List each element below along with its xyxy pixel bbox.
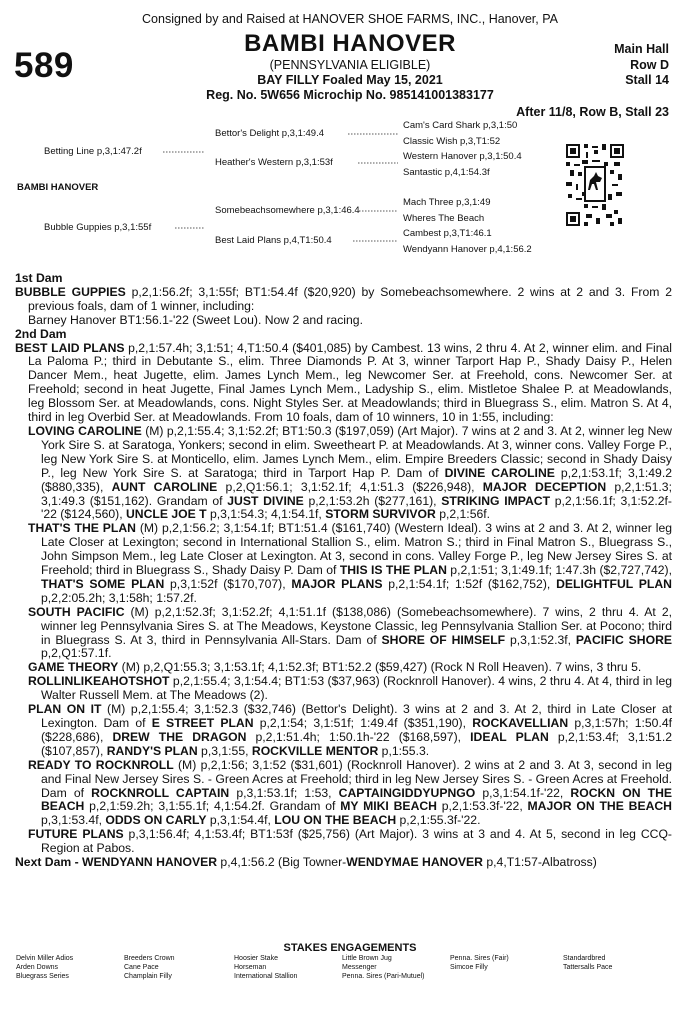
ped-ssd: Classic Wish p,3,T1:52 <box>403 136 501 147</box>
foaled-line: BAY FILLY Foaled May 15, 2021 <box>257 73 443 87</box>
location-row: Row D <box>630 58 669 72</box>
stakes-col-3: Hoosier Stake Horseman International Stallion <box>234 955 298 980</box>
ped-sss: Cam's Card Shark p,3,1:50 <box>403 120 518 131</box>
ped-sire: Betting Line p,3,1:47.2f <box>44 146 142 157</box>
produce-loving-caroline: LOVING CAROLINE (M) p,2,1:55.4; 3,1:52.2f; BT1:50.3 ($197,059) (Art Major). 7 wins at 2 and 3. At 2, winner leg New York Sire S. at Saratoga, Yonkers; second in elim. Sweetheart P. at Meadowlands. At 3, winner cons. Valley Forge P., leg New York Sire S. at Monticello, elim. James Lynch Mem., elim. Empire Breeders Classic; second in Shady Daisy P., leg New York Sire S. at Saratoga; third in Tarport Hap P. Dam of DIVINE CAROLINE p,2,1:53.1f; 3,1:49.2 ($880,335), AUNT CAROLINE p,2,Q1:56.1; 3,1:52.1f; 4,1:51.3 ($226,948), MAJOR DECEPTION p,2,1:51.3; 3,1:49.3 ($151,162). Grandam of JUST DIVINE p,2,1:53.2h ($277,161), STRIKING IMPACT p,2,1:56.1f; 3,1:52.2f-'22 ($124,560), UNCLE JOE T p,3,1:54.3; 4,1:54.1f, STORM SURVIVOR p,2,1:56f. <box>28 423 672 522</box>
second-dam-paragraph: BEST LAID PLANS p,2,1:57.4h; 3,1:51; 4,T1:50.4 ($401,085) by Cambest. 13 wins, 2 thru 4. At 2, winner elim. and Final La Paloma P.; third in Debutante S., elim. Three Diamonds P. At 3, winner Tarport Hap P., Shady Daisy P., Helen Dancer Mem., heat Jugette, elim. James Lynch Mem., leg Newcomer Ser. at Freehold, cons. Newcomer Ser. at Freehold; second in heat Jugette, Final James Lynch Mem., Ladyship S., elim. Mistletoe Shalee P. at Meadowlands, leg Blossom Ser. at Meadowlands, cons. Night Styles Ser. at Meadowlands; third in Bluegrass S., elim. Matron S. At 4, third in leg Overbid Ser. at Meadowlands. From 10 foals, dam of 10 winners, 10 in 1:55, including: <box>15 340 673 425</box>
ped-dsd: Wheres The Beach <box>403 213 485 224</box>
location-hall: Main Hall <box>614 42 669 56</box>
eligibility: (PENNSYLVANIA ELIGIBLE) <box>269 58 431 72</box>
ped-dds: Cambest p,3,T1:46.1 <box>403 228 492 239</box>
horse-name: BAMBI HANOVER <box>244 30 456 57</box>
first-dam-name: BUBBLE GUPPIES <box>15 284 126 299</box>
ped-sire-dam: Heather's Western p,3,1:53f <box>215 157 333 168</box>
foal-barney: Barney Hanover BT1:56.1-'22 (Sweet Lou). Now 2 and racing. <box>28 312 363 327</box>
ped-sds: Western Hanover p,3,1:50.4 <box>403 151 522 162</box>
ped-dss: Mach Three p,3,1:49 <box>403 197 491 208</box>
qr-code-icon <box>566 144 624 226</box>
consignor-line: Consigned by and Raised at HANOVER SHOE FARMS, INC., Hanover, PA <box>142 12 558 26</box>
produce-ready-to-rocknroll: READY TO ROCKNROLL (M) p,2,1:56; 3,1:52 ($31,601) (Rocknroll Hanover). 2 wins at 2 and 3. At 3, second in leg and Final New Jersey Sires S. - Green Acres at Freehold; third in leg New Jersey Sires S. - Green Acres at Freehold. Dam of ROCKNROLL CAPTAIN p,3,1:53.1f; 1:53, CAPTAINGIDDYUPNGO p,3,1:54.1f-'22, ROCKN ON THE BEACH p,2,1:59.2h; 3,1:55.1f; 4,1:54.2f. Grandam of MY MIKI BEACH p,2,1:53.3f-'22, MAJOR ON THE BEACH p,3,1:53.4f, ODDS ON CARLY p,3,1:54.4f, LOU ON THE BEACH p,2,1:55.3f-'22. <box>28 757 672 828</box>
ped-dam: Bubble Guppies p,3,1:55f <box>44 222 152 233</box>
ped-sire-sire: Bettor's Delight p,3,1:49.4 <box>215 128 325 139</box>
stakes-col-5: Penna. Sires (Fair) Simcoe Filly <box>450 955 509 971</box>
ped-dam-dam: Best Laid Plans p,4,T1:50.4 <box>215 235 332 246</box>
ped-horse: BAMBI HANOVER <box>17 182 99 193</box>
produce-plan-on-it: PLAN ON IT (M) p,2,1:55.4; 3,1:52.3 ($32,746) (Bettor's Delight). 3 wins at 2 and 3. At 2, third in Late Closer at Lexington. Dam of E STREET PLAN p,2,1:54; 3,1:51f; 1:49.4f ($351,190), ROCKAVELLIAN p,3,1:57h; 1:50.4f ($228,686), DREW THE DRAGON p,2,1:51.4h; 1:50.1h-'22 ($168,597), IDEAL PLAN p,2,1:53.4f; 3,1:51.2 ($107,857), RANDY'S PLAN p,3,1:55, ROCKVILLE MENTOR p,1:55.3. <box>28 702 673 758</box>
stakes-col-4: Little Brown Jug Messenger Penna. Sires (Pari-Mutuel) <box>342 955 425 980</box>
ped-ddd: Wendyann Hanover p,4,1:56.2 <box>403 244 532 255</box>
produce-rollinlikeahotshot: ROLLINLIKEAHOTSHOT p,2,1:55.4; 3,1:54.4; BT1:53 ($37,963) (Rocknroll Hanover). 4 wins, 2 thru 4. At 4, third in leg Walter Russell Mem. at The Meadows (2). <box>28 674 672 703</box>
first-dam-heading: 1st Dam <box>15 271 63 285</box>
dam-history <box>15 272 672 870</box>
stakes-col-6: Standardbred Tattersalls Pace <box>563 955 613 971</box>
registration-line: Reg. No. 5W656 Microchip No. 985141001383177 <box>206 88 494 102</box>
ped-dam-sire: Somebeachsomewhere p,3,1:46.4 <box>215 205 360 216</box>
second-dam-name: BEST LAID PLANS <box>15 340 125 355</box>
next-dam-line: Next Dam - WENDYANN HANOVER p,4,1:56.2 (Big Towner-WENDYMAE HANOVER p,4,T1:57-Albatross) <box>15 855 597 870</box>
location-stall: Stall 14 <box>625 73 669 87</box>
produce-future-plans: FUTURE PLANS p,3,1:56.4f; 4,1:53.4f; BT1:53f ($25,756) (Art Major). 3 wins at 3 and 4. At 5, second in leg CCQ-Region at Pabos. <box>28 827 672 856</box>
first-dam-paragraph: BUBBLE GUPPIES p,2,1:56.2f; 3,1:55f; BT1:54.4f ($20,920) by Somebeachsomewhere. 2 wins at 2 and 3. From 2 previous foals, dam of 1 winner, including: <box>15 284 672 313</box>
second-dam-heading: 2nd Dam <box>15 326 67 341</box>
ped-sdd: Santastic p,4,1:54.3f <box>403 167 490 178</box>
produce-south-pacific: SOUTH PACIFIC (M) p,2,1:52.3f; 3,1:52.2f; 4,1:51.1f ($138,086) (Somebeachsomewhere). 7 wins, 2 thru 4. At 2, winner leg Pennsylvania Sires S. at The Meadows, Keystone Classic, leg Pennsylvania Stallion Ser. at Pocono; third in Bluegrass S. At 3, third in Pennsylvania All-Stars. Dam of SHORE OF HIMSELF p,3,1:52.3f, PACIFIC SHORE p,2,Q1:57.1f. <box>28 604 673 661</box>
produce-thats-the-plan: THAT'S THE PLAN (M) p,2,1:56.2; 3,1:54.1f; BT1:51.4 ($161,740) (Western Ideal). 3 wins at 2 and 3. At 2, winner leg Late Closer at Lexington; second in International Stallion S., elim. Matron S.; third in Final Matron S., Bluegrass S., John Simpson Mem., leg Late Closer at Lexington. At 3, second in cons. Valley Forge P., leg New Jersey Sires S. at Freehold; third in Bluegrass S., Shady Daisy P. Dam of THIS IS THE PLAN p,2,1:51; 3,1:49.1f; 1:47.3h ($2,727,742), THAT'S SOME PLAN p,3,1:52f ($170,707), MAJOR PLANS p,2,1:54.1f; 1:52f ($162,752), DELIGHTFUL PLAN p,2,2:05.2h; 3,1:58h; 1:57.2f. <box>28 521 673 605</box>
produce-game-theory: GAME THEORY (M) p,2,Q1:55.3; 3,1:53.1f; 4,1:52.3f; BT1:52.2 ($59,427) (Rock N Roll Heaven). 7 wins, 3 thru 5. <box>28 660 642 675</box>
after-location: After 11/8, Row B, Stall 23 <box>516 105 669 119</box>
stakes-col-2: Breeders Crown Cane Pace Champlain Filly <box>124 955 175 980</box>
stakes-heading: STAKES ENGAGEMENTS <box>283 942 417 954</box>
stakes-col-1: Delvin Miller Adios Arden Downs Bluegrass Series <box>16 955 74 980</box>
hip-number: 589 <box>14 46 74 85</box>
